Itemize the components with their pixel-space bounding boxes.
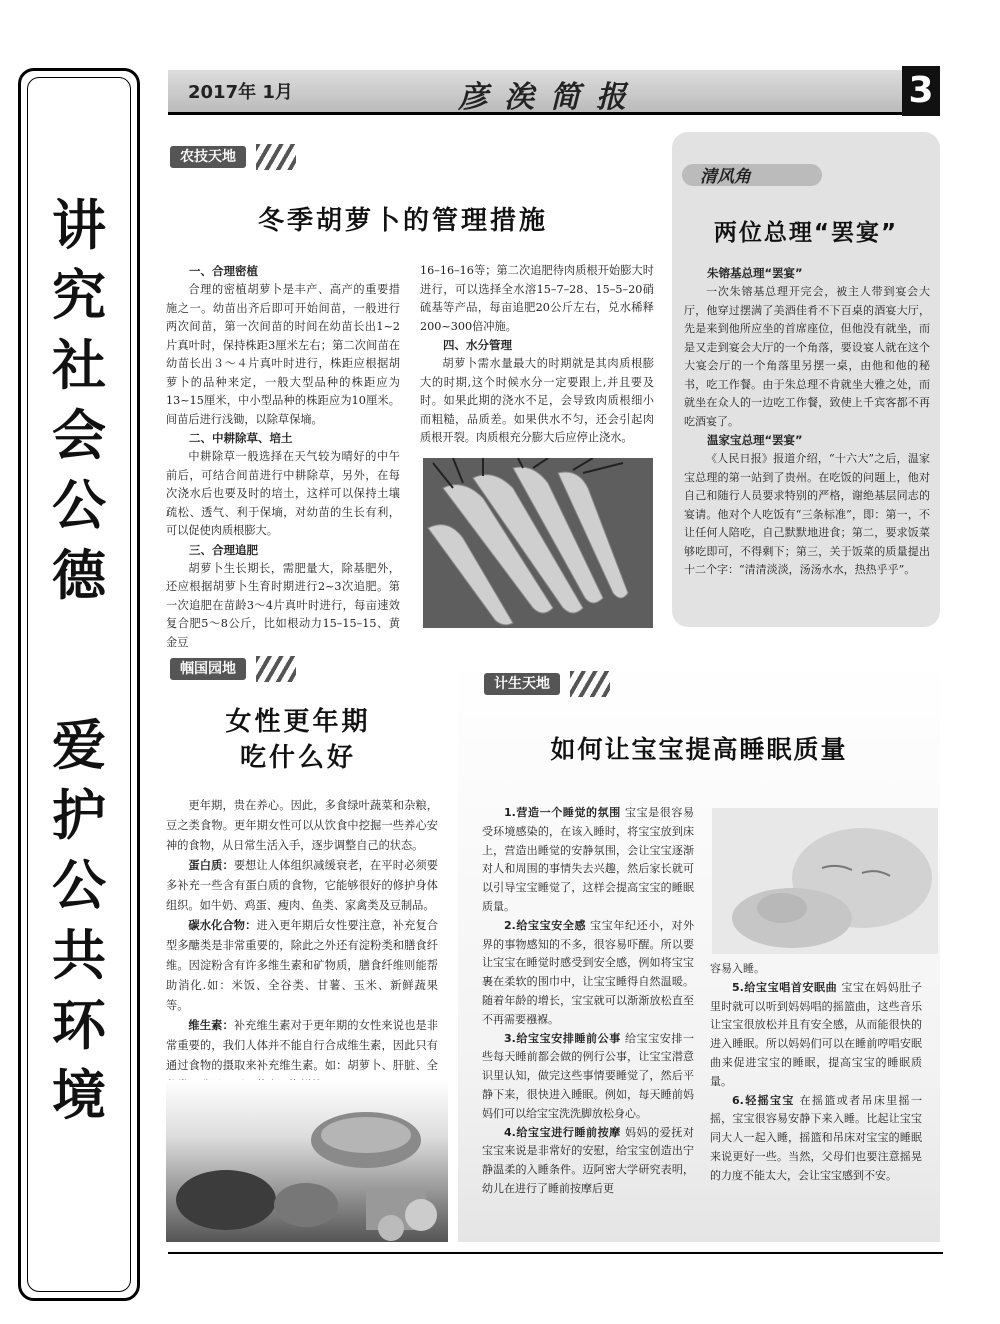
bottom-rule [168, 1252, 943, 1254]
newspaper-title: 彦涘简报 [458, 80, 642, 115]
agri-paragraph: 16–16–16等；第二次追肥待肉质根开始膨大时进行，可以选择全水溶15–7–28、15–5–20硝硫基等产品，每亩追肥20公斤左右，兑水稀释200~300倍冲施。 [420, 264, 654, 333]
baby-tip-3: 3.给宝宝安排睡前公事 给宝宝安排一些每天睡前都会做的例行公事，让宝宝潜意识里认知，做完这些事情要睡觉了，然后平静下来，很快进入睡眠。例如，每天睡前妈妈们可以给宝宝洗洗脚放松身心。 [482, 1031, 695, 1120]
women-headline-line-1: 女性更年期 [225, 707, 371, 737]
qingfeng-tag: 清风角 [700, 167, 751, 187]
section-tag-baby: 计生天地 [484, 673, 560, 695]
baby-column-1 [482, 804, 694, 1199]
section-tag-agri: 农技天地 [170, 146, 246, 168]
section-tag-women: 帼国园地 [170, 658, 246, 680]
page-number: 3 [902, 66, 940, 116]
slogan-char: 公 [52, 474, 106, 537]
agri-paragraph: 合理的密植胡萝卜是丰产、高产的重要措施之一。幼苗出齐后即可开始间苗，一般进行两次间苗，第一次间苗的时间在幼苗长出1~2片真叶时，保持株距3厘米左右；第二次间苗在幼苗长出３～４片真叶时进行，株距应根据胡萝卜的品种来定，一般大型品种的株距应为13~15厘米，中小型品种的株距应为10厘米。间苗后进行浅锄，以除草保墒。 [166, 283, 400, 426]
slogan-char: 讲 [52, 194, 106, 257]
carrot-photo [423, 458, 653, 628]
issue-date: 2017年 1月 [188, 82, 293, 103]
page-header [168, 70, 940, 115]
slogan-char: 究 [52, 264, 106, 327]
agri-headline: 冬季胡萝卜的管理措施 [257, 206, 548, 236]
slogan-char: 护 [52, 784, 106, 847]
slogan-char: 境 [52, 1064, 106, 1127]
baby-tip-5: 5.给宝宝唱首安眠曲 宝宝在妈妈肚子里时就可以听到妈妈唱的摇篮曲，这些音乐让宝宝很放松并且有安全感，从而能很快的进入睡眠。所以妈妈们可以在睡前哼唱安眠曲来促进宝宝的睡眠，提高宝宝的睡眠质量。 [710, 980, 922, 1088]
tag-stripes [256, 144, 296, 170]
baby-tip-1: 1.营造一个睡觉的氛围 宝宝是很容易受环境感染的，在该入睡时，将宝宝放到床上，营造出睡觉的安静氛围，会让宝宝逐渐对人和周围的事情失去兴趣，然后家长就可以引导宝宝睡觉了，这样会提高宝宝的睡眠质量。 [482, 806, 695, 913]
agri-paragraph: 胡萝卜需水量最大的时期就是其肉质根膨大的时期,这个时候水分一定要跟上,并且要及时。如果此期的浇水不足，会导致肉质根细小而粗糙，品质差。如果供水不匀，还会引起肉质根开裂。肉质根充分膨大后应停止浇水。 [420, 357, 654, 444]
qingfeng-sub-2: 温家宝总理“罢宴” [707, 433, 803, 447]
slogan-char: 社 [52, 334, 106, 397]
tag-stripes [570, 671, 610, 697]
qingfeng-para-1: 一次朱镕基总理开完会，被主人带到宴会大厅，他穿过摆满了美酒佳肴不下百桌的酒宴大厅，先是来到他所应坐的首席座位，但他没有就坐，而是又走到宴会大厅的一个角落，要设宴人就在这个大宴会厅的一个角落里另摆一桌，由他和他的秘书，吃工作餐。由于朱总理不肯就坐大雅之处，而就坐在众人的一边吃工作餐，致使上千宾客都不再吃酒宴了。 [684, 285, 930, 428]
baby-column-2 [710, 960, 922, 1186]
slogan-bottom [21, 711, 137, 1131]
slogan-char: 共 [52, 924, 106, 987]
agri-paragraph: 中耕除草一般选择在天气较为晴好的中午前后，可结合间苗进行中耕除草，另外，在每次浇水后也要及时的培土，这样可以保持土壤疏松、透气、利于保墒，对幼苗的生长有利，可以促使肉质根膨大。 [166, 450, 400, 537]
qingfeng-box [672, 132, 940, 627]
women-para-carb: 碳水化合物：进入更年期后女性要注意，补充复合型多醣类是非常重要的，除此之外还有淀粉类和膳食纤维。因淀粉含有许多维生素和矿物质，膳食纤维则能帮助消化.如：米饭、全谷类、甘薯、玉米、新鲜蔬果等。 [166, 919, 438, 1012]
women-body [166, 796, 438, 1096]
baby-tip-4: 4.给宝宝进行睡前按摩 妈妈的爱抚对宝宝来说是非常好的安慰，给宝宝创造出宁静温柔的入睡条件。迈阿密大学研究表明，幼儿在进行了睡前按摩后更 [482, 1125, 695, 1195]
slogan-frame [18, 68, 140, 1301]
women-intro: 更年期，贵在养心。因此，多食绿叶蔬菜和杂粮，豆之类食物。更年期女性可以从饮食中挖掘一些养心安神的食物，从日常生活入手，逐步调整自己的状态。 [166, 799, 438, 852]
tag-stripes [256, 656, 296, 682]
slogan-char: 环 [52, 994, 106, 1057]
slogan-top [21, 191, 137, 611]
women-para-protein: 蛋白质：要想让人体组织减缓衰老，在平时必须要多补充一些含有蛋白质的食物，它能够很好的修护身体组织。如牛奶、鸡蛋、瘦肉、鱼类、家禽类及豆制品。 [166, 859, 438, 912]
qingfeng-sub-1: 朱镕基总理“罢宴” [707, 266, 803, 280]
agri-subheading: 一、合理密植 [189, 264, 258, 278]
women-headline-line-2: 吃什么好 [239, 743, 356, 773]
qingfeng-para-2: 《人民日报》报道介绍，“十六大”之后，温家宝总理的第一站到了贵州。在吃饭的问题上，他对自己和随行人员要求特别的严格，谢绝基层同志的宴请。他对个人吃饭有“三条标准”，即：第一，不让任何人陪吃，自己默默地进食；第二，要求饭菜够吃即可，不得剩下；第三，关于饭菜的质量提出十二个字：“清清淡淡，汤汤水水，热热乎乎”。 [684, 452, 930, 576]
baby-photo [712, 808, 938, 954]
slogan-char: 会 [52, 404, 106, 467]
agri-subheading: 四、水分管理 [443, 338, 512, 352]
agri-column-1 [166, 262, 400, 652]
qingfeng-body [684, 264, 930, 580]
women-headline [168, 704, 428, 776]
agri-subheading: 二、中耕除草、培土 [189, 431, 293, 445]
qingfeng-headline: 两位总理“罢宴” [713, 220, 899, 246]
women-para-vitamin: 维生素：补充维生素对于更年期的女性来说也是非常重要的，我们人体并不能自行合成维生素，因此只有通过食物的摄取来补充维生素。如：胡萝卜、肝脏、全 [166, 1019, 438, 1072]
food-photo [166, 1080, 448, 1242]
baby-tip-6: 6.轻摇宝宝 在摇篮或者吊床里摇一摇，宝宝很容易安静下来入睡。比起让宝宝同大人一起入睡，摇篮和吊床对宝宝的睡眠来说更好一些。当然，父母们也要注意摇晃的力度不能太大，会让宝宝感到不安。 [710, 1093, 922, 1182]
baby-continued: 容易入睡。 [710, 962, 765, 975]
agri-subheading: 三、合理追肥 [189, 542, 258, 557]
slogan-char: 德 [52, 544, 106, 607]
agri-paragraph: 胡萝卜生长期长，需肥量大，除基肥外，还应根据胡萝卜生育时期进行2~3次追肥。第一次追肥在苗龄3～4片真叶时进行，每亩速效复合肥5～8公斤，比如根动力15–15–15、黄金豆 [166, 561, 400, 649]
agri-column-2 [420, 262, 654, 448]
baby-tip-2: 2.给宝宝安全感 宝宝年纪还小，对外界的事物感知的不多，很容易吓醒。所以要让宝宝在睡觉时感受到安全感，例如将宝宝裹在柔软的围巾中，让宝宝睡得自然温暖。随着年龄的增长，宝宝就可以渐渐放松直至不再需要襁褓。 [482, 918, 694, 1026]
baby-headline: 如何让宝宝提高睡眠质量 [550, 735, 848, 764]
slogan-char: 爱 [52, 714, 106, 777]
slogan-char: 公 [52, 854, 106, 917]
